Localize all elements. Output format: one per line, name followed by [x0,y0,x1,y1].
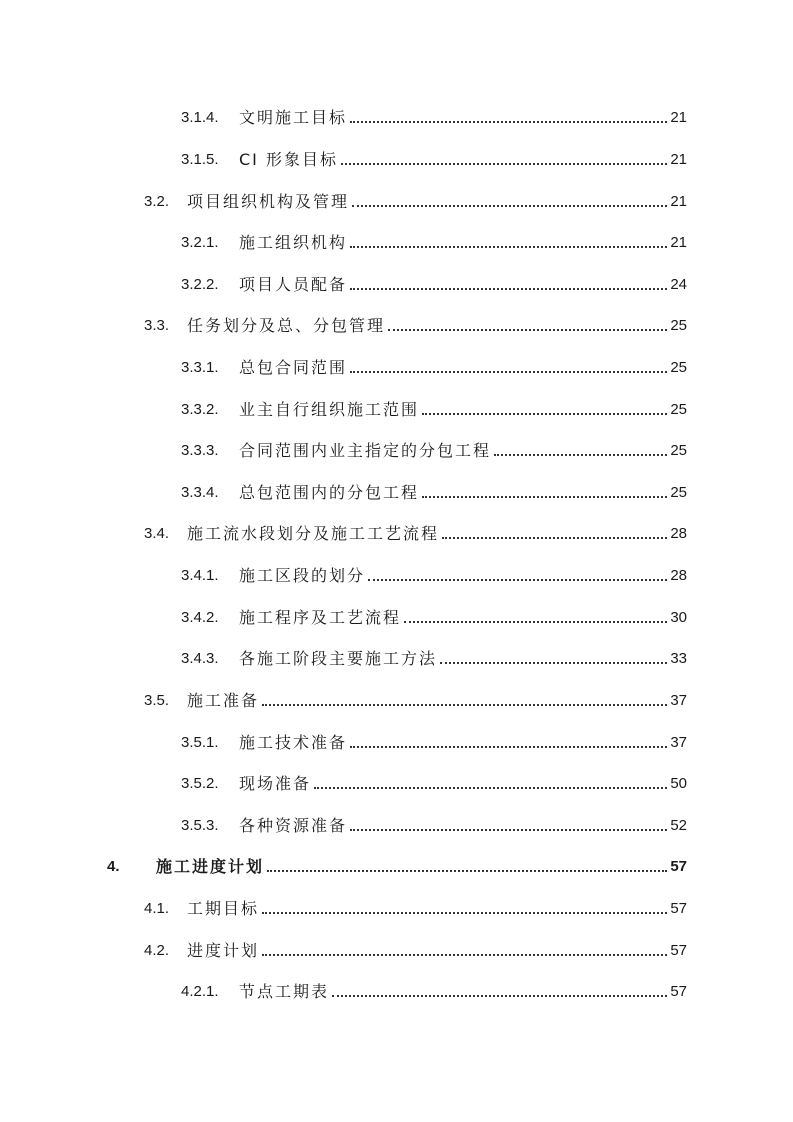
toc-entry-number: 3.3.4. [181,484,219,501]
toc-entry-title: 施工区段的划分 [239,566,366,585]
toc-entry-number: 3.2.2. [181,276,219,293]
dot-leader [350,828,667,831]
dot-leader [352,204,667,207]
toc-entry-number: 4.2.1. [181,983,219,1000]
toc-entry-page: 57 [670,983,687,1000]
toc-entry-page: 37 [670,692,687,709]
toc-entry-3-4-2[interactable] [181,604,687,628]
toc-entry-number: 3.3. [144,317,170,334]
toc-entry-page: 24 [670,276,687,293]
toc-entry-title: 进度计划 [187,941,260,960]
toc-entry-number: 4.2. [144,942,170,959]
toc-entry-page: 28 [670,525,687,542]
dot-leader [494,453,667,456]
toc-entry-3-4-1[interactable] [181,562,687,586]
toc-entry-page: 21 [670,109,687,126]
toc-entry-number: 3.2.1. [181,234,219,251]
toc-entry-3-4-3[interactable] [181,645,687,669]
dot-leader [442,536,667,539]
toc-entry-page: 28 [670,567,687,584]
toc-entry-title: 节点工期表 [239,982,330,1001]
toc-entry-number: 4.1. [144,900,170,917]
dot-leader [314,786,667,789]
toc-entry-3-1-4[interactable] [181,104,687,128]
dot-leader [368,578,667,581]
toc-entry-3-3-2[interactable] [181,396,687,420]
toc-entry-page: 57 [670,942,687,959]
toc-entry-title: 总包合同范围 [239,358,348,377]
toc-entry-3-5[interactable] [144,687,687,711]
toc-entry-title: 任务划分及总、分包管理 [187,316,386,335]
toc-entry-3-4[interactable] [144,520,687,544]
toc-entry-page: 21 [670,151,687,168]
toc-entry-page: 25 [670,484,687,501]
toc-entry-title: 各种资源准备 [239,816,348,835]
toc-entry-title: 现场准备 [239,774,312,793]
toc-entry-number: 3.3.1. [181,359,219,376]
toc-entry-title: 项目组织机构及管理 [187,192,350,211]
toc-entry-number: 3.3.3. [181,442,219,459]
toc-entry-title: CI 形象目标 [239,150,338,169]
toc-entry-number: 3.4.1. [181,567,219,584]
toc-entry-number: 3.5. [144,692,170,709]
toc-entry-number: 3.5.3. [181,817,219,834]
toc-entry-number: 3.1.4. [181,109,219,126]
toc-entry-title: 施工组织机构 [239,233,348,252]
toc-entry-page: 37 [670,734,687,751]
toc-entry-page: 50 [670,775,687,792]
toc-entry-number: 3.2. [144,193,170,210]
toc-entry-title: 工期目标 [187,899,260,918]
dot-leader [422,495,667,498]
toc-entry-page: 25 [670,442,687,459]
dot-leader [350,370,667,373]
toc-entry-title: 各施工阶段主要施工方法 [239,649,438,668]
toc-entry-3-3-4[interactable] [181,479,687,503]
toc-entry-page: 21 [670,193,687,210]
toc-entry-3-3-3[interactable] [181,437,687,461]
toc-entry-page: 52 [670,817,687,834]
toc-entry-page: 25 [670,317,687,334]
dot-leader [440,661,667,664]
dot-leader [404,620,667,623]
dot-leader [388,328,667,331]
toc-entry-title: 施工进度计划 [156,857,265,876]
toc-entry-4-1[interactable] [144,895,687,919]
toc-entry-page: 57 [670,900,687,917]
toc-entry-page: 25 [670,359,687,376]
toc-entry-4-2[interactable] [144,937,687,961]
toc-entry-4-2-1[interactable] [181,978,687,1002]
toc-entry-page: 25 [670,401,687,418]
dot-leader [267,869,667,872]
toc-entry-3-5-3[interactable] [181,812,687,836]
toc-entry-title: 文明施工目标 [239,108,348,127]
toc-entry-page: 57 [670,858,687,875]
toc-entry-number: 3.3.2. [181,401,219,418]
toc-entry-3-5-2[interactable] [181,770,687,794]
dot-leader [422,412,667,415]
toc-entry-3-1-5[interactable] [181,146,687,170]
toc-entry-number: 3.4. [144,525,170,542]
toc-entry-3-2-2[interactable] [181,271,687,295]
toc-entry-title: 总包范围内的分包工程 [239,483,420,502]
toc-entry-title: 施工程序及工艺流程 [239,608,402,627]
toc-entry-number: 3.4.3. [181,650,219,667]
dot-leader [262,703,667,706]
toc-entry-page: 21 [670,234,687,251]
dot-leader [350,745,667,748]
dot-leader [350,287,667,290]
toc-entry-number: 3.1.5. [181,151,219,168]
toc-entry-title: 施工准备 [187,691,260,710]
toc-entry-number: 3.4.2. [181,609,219,626]
dot-leader [350,245,667,248]
toc-entry-4[interactable] [107,853,687,877]
toc-entry-page: 30 [670,609,687,626]
dot-leader [350,120,667,123]
dot-leader [332,994,667,997]
dot-leader [262,953,667,956]
dot-leader [341,162,667,165]
toc-entry-title: 业主自行组织施工范围 [239,400,420,419]
dot-leader [262,911,667,914]
toc-entry-3-5-1[interactable] [181,729,687,753]
toc-entry-title: 合同范围内业主指定的分包工程 [239,441,492,460]
toc-entry-3-3[interactable] [144,312,687,336]
toc-entry-title: 施工流水段划分及施工工艺流程 [187,524,440,543]
toc-entry-number: 3.5.2. [181,775,219,792]
toc-entry-title: 项目人员配备 [239,275,348,294]
toc-entry-number: 4. [107,858,120,875]
toc-entry-number: 3.5.1. [181,734,219,751]
toc-entry-title: 施工技术准备 [239,733,348,752]
toc-entry-page: 33 [670,650,687,667]
toc-entry-3-2-1[interactable] [181,229,687,253]
toc-entry-3-3-1[interactable] [181,354,687,378]
toc-entry-3-2[interactable] [144,188,687,212]
